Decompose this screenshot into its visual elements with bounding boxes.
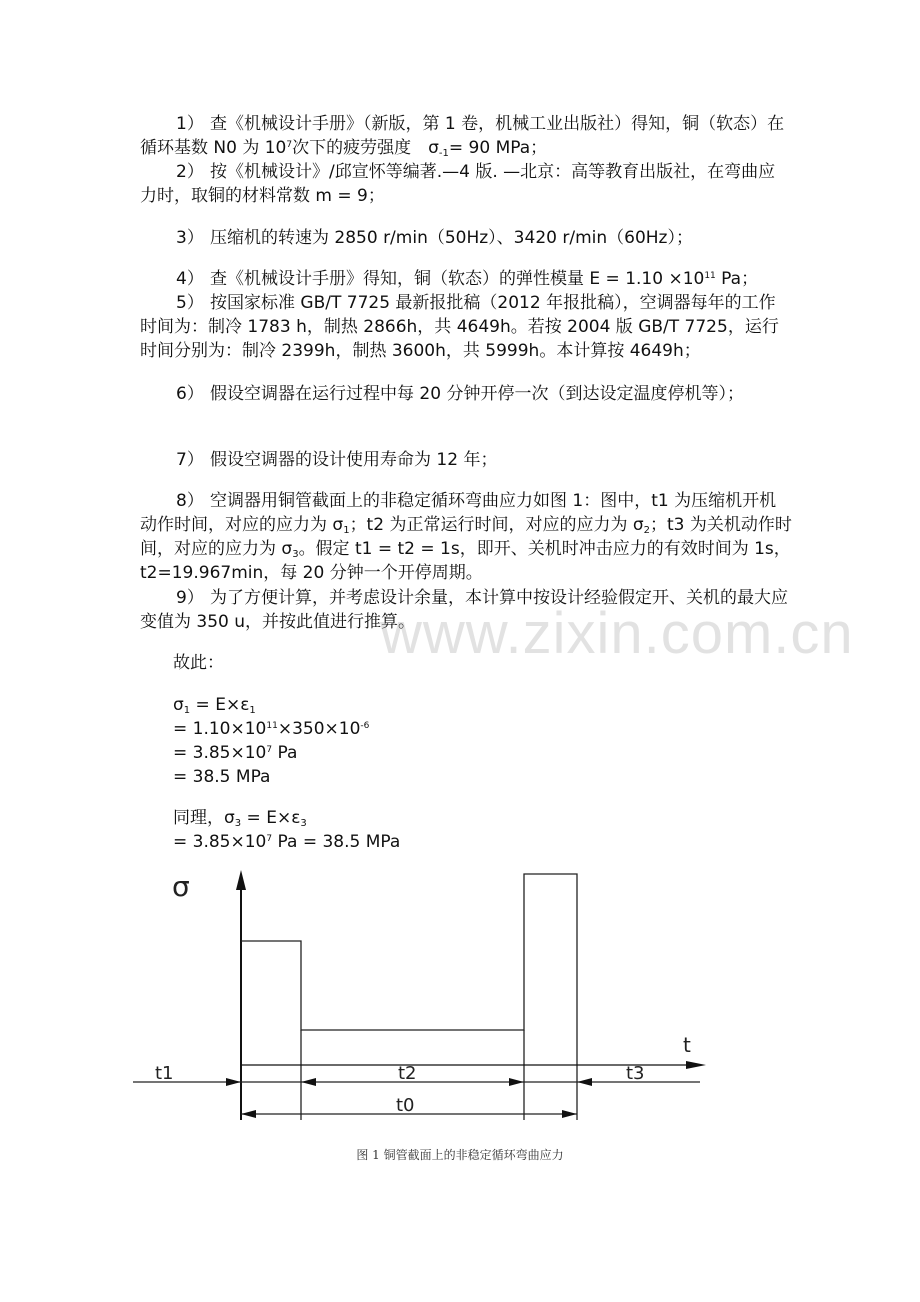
subscript: 3 — [300, 818, 307, 829]
t2-right-arrow — [509, 1078, 524, 1086]
superscript: 7 — [266, 834, 273, 844]
t3-label: t3 — [626, 1063, 645, 1084]
stress-profile — [241, 874, 577, 1065]
x-axis-label: t — [683, 1033, 691, 1057]
subscript: 3 — [292, 549, 299, 560]
formula-text: = E×ε — [241, 808, 301, 828]
formula-text: = 3.85×10 — [173, 832, 267, 852]
item-text: Pa； — [715, 269, 759, 289]
item-text: ；t3 为关机动作时间，对应的应力为 σ — [140, 515, 792, 559]
subscript: 1 — [249, 705, 256, 716]
formula-text: = E×ε — [190, 695, 250, 715]
t0-right-arrow — [562, 1110, 577, 1118]
item-text: = 90 MPa； — [448, 138, 548, 158]
watermark: www.zixin.com.cn — [380, 601, 854, 666]
t2-label: t2 — [398, 1063, 417, 1084]
item-text: 假设空调器在运行过程中每 20 分钟开停一次（到达设定温度停机等）； — [210, 384, 744, 404]
x-axis-arrow — [686, 1061, 706, 1069]
subscript: 3 — [234, 818, 242, 829]
item-number: 6） — [176, 384, 204, 404]
item-number: 4） — [176, 269, 204, 289]
superscript: 11 — [704, 271, 716, 281]
conclusion-label: 故此： — [173, 653, 224, 673]
t3-arrow — [577, 1078, 592, 1086]
superscript: 7 — [286, 140, 293, 150]
item-number: 7） — [176, 450, 204, 470]
subscript: 1 — [183, 705, 191, 716]
y-axis-label: σ — [172, 870, 190, 903]
item-number: 9） — [176, 588, 204, 608]
item-text: 按《机械设计》/邱宣怀等编著.—4 版. —北京：高等教育出版社，在弯曲应力时，取铜的材料常数 m = 9； — [140, 162, 776, 206]
item-text: 空调器用铜管截面上的非稳定循环弯曲应力如图 1：图中，t1 为压缩机开机动作时间，对应的应力为 σ — [140, 491, 777, 535]
formula-text: Pa — [272, 743, 298, 763]
item-number: 2） — [176, 162, 204, 182]
superscript: 7 — [266, 745, 273, 755]
item-number: 8） — [176, 491, 204, 511]
item-text: ；t2 为正常运行时间，对应的应力为 σ — [349, 515, 644, 535]
formula-text: = 3.85×10 — [173, 743, 267, 763]
formula-text: 同理，σ — [173, 808, 235, 828]
item-text: 查《机械设计手册》得知，铜（软态）的弹性模量 E = 1.10 ×10 — [210, 269, 705, 289]
t0-label: t0 — [396, 1095, 415, 1116]
t0-left-arrow — [241, 1110, 256, 1118]
item-text: 按国家标准 GB/T 7725 最新报批稿（2012 年报批稿），空调器每年的工作时间为：制冷 1783 h，制热 2866h，共 4649h。若按 2004 版 GB/T 7725，运行时间分别为：制冷 2399h，制热 3600h，共 5999h。本计算按 4649h； — [140, 293, 779, 361]
formula-text: ×350×10 — [277, 719, 361, 739]
superscript: 11 — [266, 721, 278, 731]
item-text: 次下的疲劳强度 σ — [292, 138, 439, 158]
item-text: 。假定 t1 = t2 = 1s，即开、关机时冲击应力的有效时间为 1s，t2=19.967min，每 20 分钟一个开停周期。 — [140, 539, 791, 583]
item-number: 1） — [176, 114, 204, 134]
item-text: 假设空调器的设计使用寿命为 12 年； — [210, 450, 498, 470]
formula-text: Pa = 38.5 MPa — [272, 832, 401, 852]
item-text: 压缩机的转速为 2850 r/min（50Hz）、3420 r/min（60Hz）； — [210, 228, 693, 248]
subscript: -1 — [438, 148, 449, 159]
t1-arrow — [226, 1078, 241, 1086]
item-number: 5） — [176, 293, 204, 313]
subscript: 2 — [643, 525, 651, 536]
formula-text: = 1.10×10 — [173, 719, 267, 739]
y-axis-arrow — [236, 870, 246, 890]
t2-left-arrow — [301, 1078, 316, 1086]
figure-caption: 图 1 铜管截面上的非稳定循环弯曲应力 — [356, 1148, 564, 1162]
item-number: 3） — [176, 228, 204, 248]
calc-line-4: = 38.5 MPa — [173, 767, 271, 787]
item-text: 为了方便计算，并考虑设计余量，本计算中按设计经验假定开、关机的最大应变值为 350 u，并按此值进行推算。 — [140, 588, 788, 632]
item-text: 查《机械设计手册》（新版，第 1 卷，机械工业出版社）得知，铜（软态）在循环基数 N0 为 10 — [140, 114, 785, 158]
subscript: 1 — [343, 525, 350, 536]
t1-label: t1 — [155, 1063, 174, 1084]
formula-text: σ — [173, 695, 184, 715]
superscript: -6 — [360, 721, 370, 731]
